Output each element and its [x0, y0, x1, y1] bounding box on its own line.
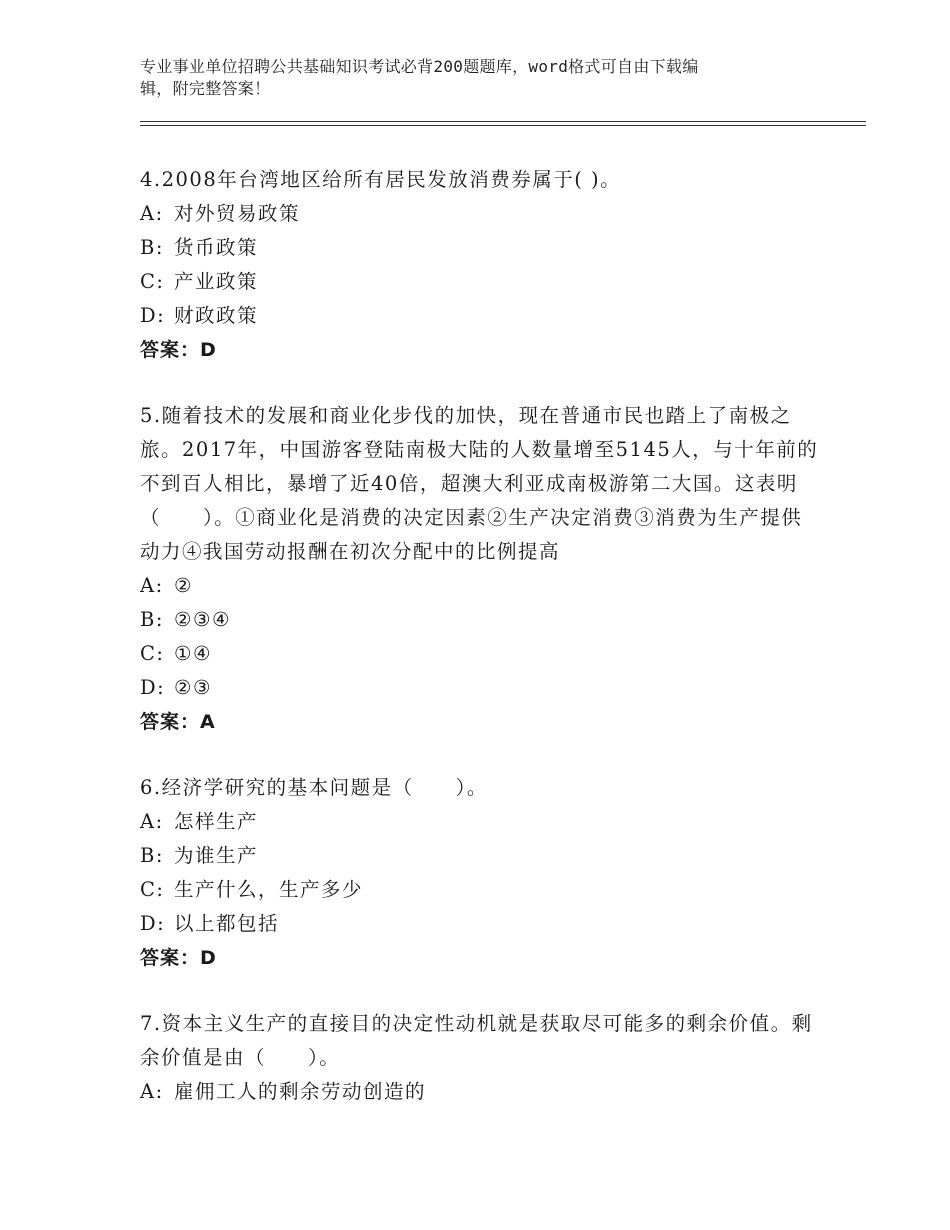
option-text: ②: [174, 574, 193, 597]
option-b: [140, 603, 820, 637]
answer-label: 答案：A: [140, 711, 216, 733]
option-text: 以上都包括: [174, 912, 280, 935]
question-6: [140, 771, 820, 975]
question-7: [140, 1007, 820, 1109]
option-c: [140, 637, 820, 671]
option-text: 对外贸易政策: [174, 202, 301, 225]
option-key: D:: [140, 676, 166, 699]
answer-label: 答案：D: [140, 339, 217, 361]
option-text: 为谁生产: [174, 844, 259, 867]
option-key: A:: [140, 810, 164, 833]
option-text: 货币政策: [174, 236, 259, 259]
option-text: 生产什么，生产多少: [174, 878, 364, 901]
option-a: [140, 1075, 820, 1109]
header-divider-bottom: [140, 125, 866, 126]
document-header: [140, 56, 800, 100]
option-key: A:: [140, 202, 164, 225]
option-d: [140, 907, 820, 941]
option-key: D:: [140, 304, 166, 327]
question-stem: 6.经济学研究的基本问题是（ ）。: [140, 776, 488, 799]
question-4: [140, 163, 820, 367]
option-text: 产业政策: [174, 270, 259, 293]
option-c: [140, 265, 820, 299]
option-d: [140, 299, 820, 333]
option-b: [140, 839, 820, 873]
question-list: [140, 163, 820, 1141]
header-divider-top: [140, 121, 866, 122]
option-key: C:: [140, 642, 165, 665]
option-key: B:: [140, 844, 164, 867]
option-key: A:: [140, 1080, 164, 1103]
question-5: [140, 399, 820, 739]
question-stem: 7.资本主义生产的直接目的决定性动机就是获取尽可能多的剩余价值。剩余价值是由（ ）。: [140, 1012, 813, 1069]
answer-label: 答案：D: [140, 947, 217, 969]
option-text: ①④: [174, 642, 212, 665]
question-stem: 4.2008年台湾地区给所有居民发放消费券属于( )。: [140, 168, 622, 191]
option-text: 雇佣工人的剩余劳动创造的: [174, 1080, 427, 1103]
option-c: [140, 873, 820, 907]
option-key: C:: [140, 270, 165, 293]
option-key: B:: [140, 236, 164, 259]
option-key: D:: [140, 912, 166, 935]
option-a: [140, 197, 820, 231]
option-text: 财政政策: [174, 304, 259, 327]
header-line-1: 专业事业单位招聘公共基础知识考试必背200题题库，word格式可自由下载编: [140, 57, 699, 76]
option-a: [140, 805, 820, 839]
option-text: ②③④: [174, 608, 231, 631]
option-a: [140, 569, 820, 603]
question-stem: 5.随着技术的发展和商业化步伐的加快，现在普通市民也踏上了南极之旅。2017年，中国游客登陆南极大陆的人数量增至5145人，与十年前的不到百人相比，暴增了近40倍，超澳大利亚成南极游第二大国。这表明（ ）。①商业化是消费的决定因素②生产决定消费③消费为生产提供动力④我国劳动报酬在初次分配中的比例提高: [140, 404, 819, 563]
option-b: [140, 231, 820, 265]
option-key: A:: [140, 574, 164, 597]
option-text: 怎样生产: [174, 810, 259, 833]
option-key: C:: [140, 878, 165, 901]
option-key: B:: [140, 608, 164, 631]
header-line-2: 辑，附完整答案！: [140, 79, 271, 98]
option-d: [140, 671, 820, 705]
option-text: ②③: [174, 676, 212, 699]
